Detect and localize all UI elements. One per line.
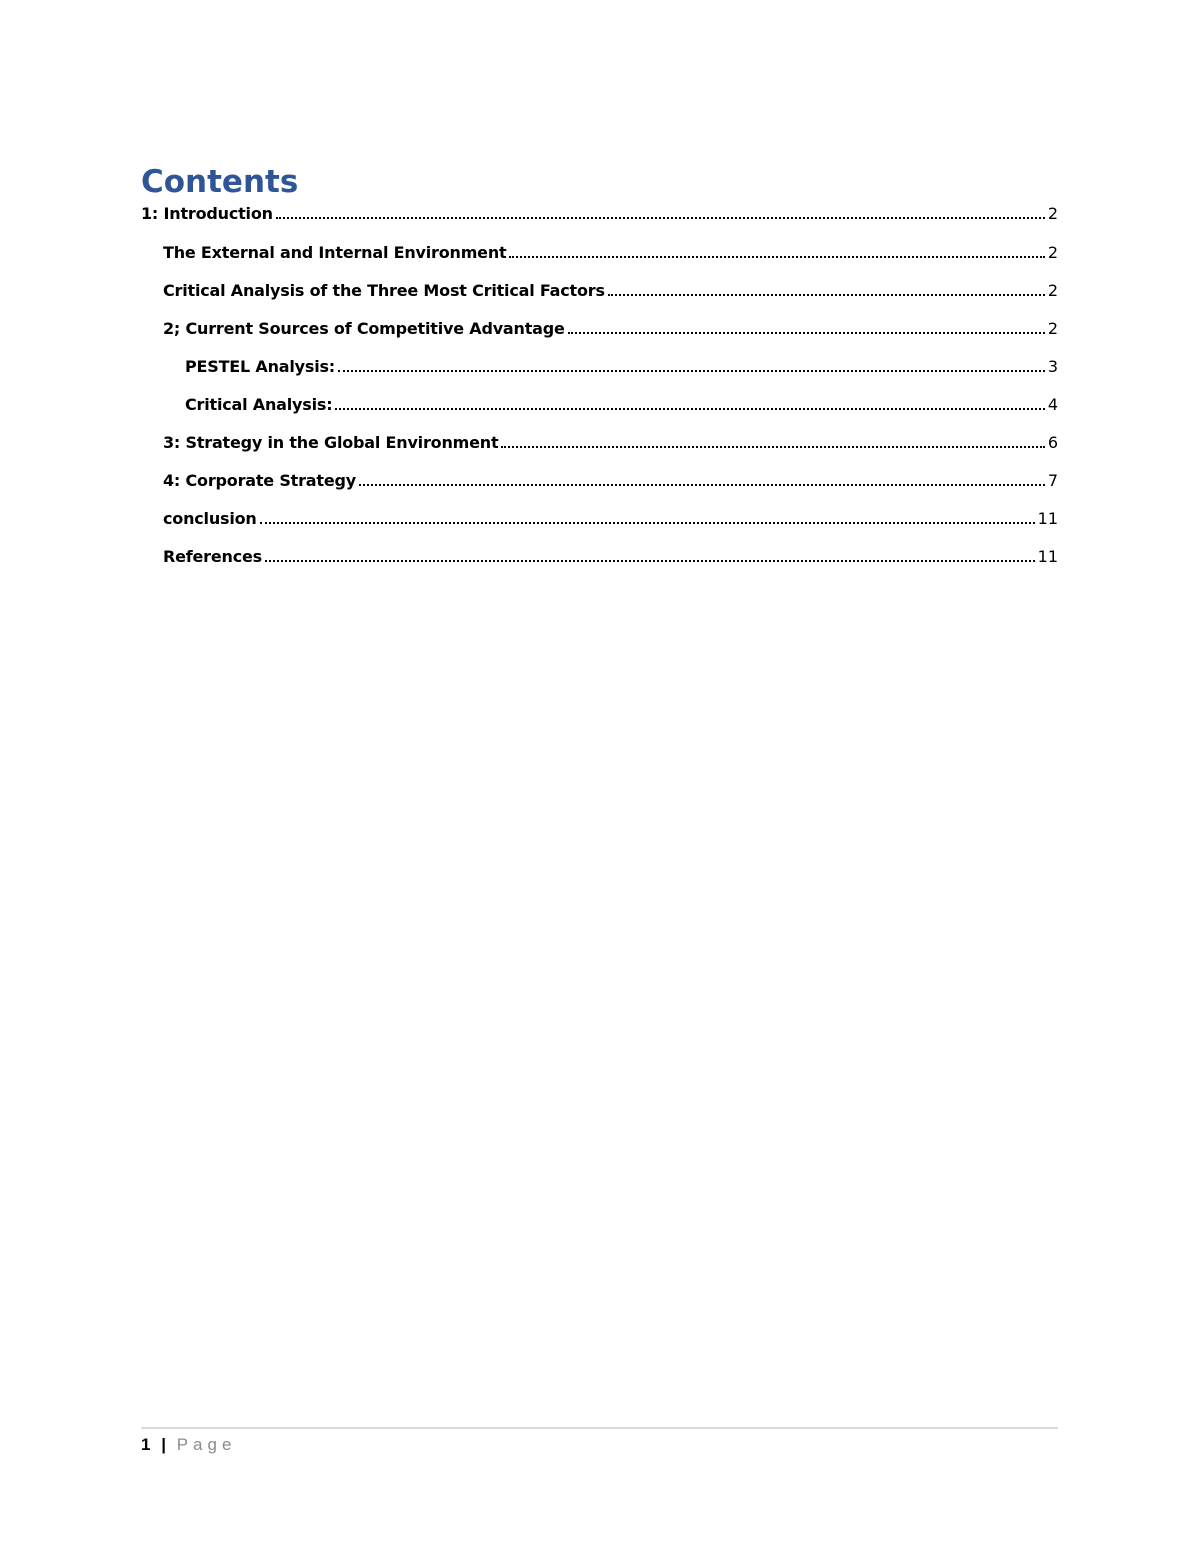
- toc-page-number: 6: [1047, 433, 1058, 452]
- toc-dot-leader: [260, 522, 1035, 524]
- toc-dot-leader: [568, 332, 1045, 334]
- toc-dot-leader: [509, 256, 1044, 258]
- toc-page-number: 7: [1047, 471, 1058, 490]
- toc-entry-text: References: [163, 547, 262, 566]
- toc-page-number: 2: [1047, 204, 1058, 223]
- toc-page-number: 11: [1037, 509, 1058, 528]
- toc-dot-leader: [338, 370, 1045, 372]
- toc-entry-text: Critical Analysis:: [185, 395, 333, 414]
- toc-page-number: 2: [1047, 319, 1058, 338]
- toc-page-number: 2: [1047, 243, 1058, 262]
- footer-page-number: 1: [141, 1435, 151, 1454]
- toc-entry-critical-factors[interactable]: [141, 277, 1058, 301]
- toc-entry-text: 1: Introduction: [141, 204, 273, 223]
- toc-entry-text: 3: Strategy in the Global Environment: [163, 433, 499, 452]
- toc-dot-leader: [276, 217, 1045, 219]
- toc-page-number: 2: [1047, 281, 1058, 300]
- toc-dot-leader: [359, 484, 1045, 486]
- toc-entry-corporate-strategy[interactable]: [141, 467, 1058, 491]
- toc-entry-global-strategy[interactable]: [141, 429, 1058, 453]
- footer-page-label: Page: [176, 1435, 237, 1454]
- footer-divider: [141, 1427, 1058, 1429]
- toc-entry-introduction[interactable]: [141, 200, 1058, 224]
- toc-page-number: 11: [1037, 547, 1058, 566]
- toc-entry-text: Critical Analysis of the Three Most Critical Factors: [163, 281, 605, 300]
- toc-entry-conclusion[interactable]: [141, 505, 1058, 529]
- toc-entry-text: 4: Corporate Strategy: [163, 471, 356, 490]
- toc-entry-pestel-analysis[interactable]: [141, 353, 1058, 377]
- toc-entry-text: conclusion: [163, 509, 257, 528]
- toc-entry-references[interactable]: [141, 543, 1058, 567]
- toc-dot-leader: [608, 294, 1045, 296]
- toc-entry-external-internal-environment[interactable]: [141, 239, 1058, 263]
- toc-entry-critical-analysis[interactable]: [141, 391, 1058, 415]
- toc-dot-leader: [265, 560, 1035, 562]
- toc-page-number: 4: [1047, 395, 1058, 414]
- toc-entry-competitive-advantage[interactable]: [141, 315, 1058, 339]
- toc-entry-text: The External and Internal Environment: [163, 243, 507, 262]
- page-footer: [141, 1434, 236, 1456]
- toc-entry-text: PESTEL Analysis:: [185, 357, 336, 376]
- toc-dot-leader: [501, 446, 1044, 448]
- toc-page-number: 3: [1047, 357, 1058, 376]
- toc-heading: Contents: [141, 164, 299, 200]
- toc-dot-leader: [335, 408, 1044, 410]
- footer-separator: |: [161, 1435, 166, 1454]
- toc-entry-text: 2; Current Sources of Competitive Advantage: [163, 319, 565, 338]
